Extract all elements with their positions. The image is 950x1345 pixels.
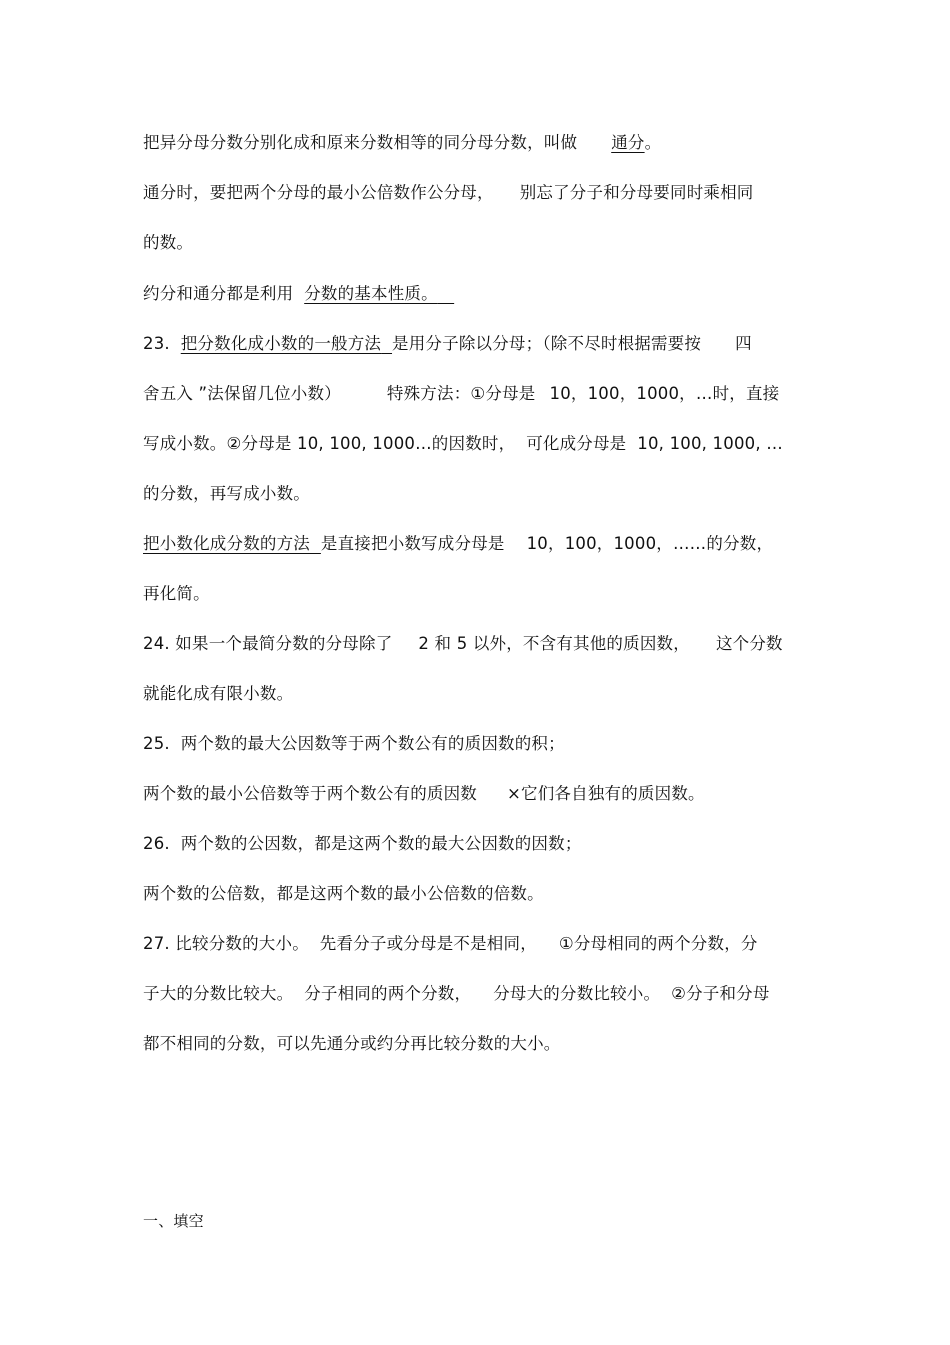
text-span: 分子相同的两个分数，	[304, 984, 472, 1003]
text-line	[143, 983, 770, 1005]
text-line	[143, 633, 783, 655]
item-number: 24.	[143, 634, 170, 653]
text-span: 这个分数	[715, 634, 783, 653]
text-line	[143, 783, 705, 805]
text-span: 子大的分数比较大。	[143, 984, 294, 1003]
text-line	[143, 833, 582, 855]
text-span: 如果一个最简分数的分母除了	[175, 634, 393, 653]
text-span: 写成小数。②分母是 10, 100, 1000…的因数时，	[143, 434, 516, 453]
underlined-term: 把分数化成小数的一般方法	[180, 334, 382, 353]
text-line	[143, 433, 783, 455]
text-line	[143, 182, 754, 204]
text-span: 是直接把小数写成分母是	[320, 534, 505, 553]
text-span: 10，100，1000，…时，直接	[549, 384, 780, 403]
text-span: ②分子和分母	[671, 984, 770, 1003]
text-span: 特殊方法：①分母是	[386, 384, 536, 403]
item-number: 25.	[143, 734, 170, 753]
text-line: 两个数的公倍数，都是这两个数的最小公倍数的倍数。	[143, 884, 544, 903]
text-span: ×它们各自独有的质因数。	[507, 784, 705, 803]
text-span: 四	[735, 334, 752, 353]
item-number: 26.	[143, 834, 170, 853]
text-line: 的分数，再写成小数。	[143, 484, 310, 503]
text-span: 先看分子或分母是不是相同，	[319, 934, 537, 953]
underlined-term: 把小数化成分数的方法	[143, 534, 310, 553]
text-line: 都不相同的分数，可以先通分或约分再比较分数的大小。	[143, 1034, 561, 1053]
text-line: 的数。	[143, 233, 194, 252]
text-line: 就能化成有限小数。	[143, 684, 294, 703]
text-span: 比较分数的大小。	[175, 934, 309, 953]
section-heading: 一、填空	[143, 1212, 204, 1230]
text-line	[143, 933, 758, 955]
text-span: 10, 100, 1000, …	[637, 434, 783, 453]
text-span: 把异分母分数分别化成和原来分数相等的同分母分数，叫做	[143, 133, 578, 152]
text-line	[143, 383, 779, 405]
underlined-term: 通分	[611, 133, 645, 152]
text-line	[143, 533, 773, 555]
text-span: 别忘了分子和分母要同时乘相同	[519, 183, 754, 202]
text-line	[143, 733, 565, 755]
text-span: 是用分子除以分母；（除不尽时根据需要按	[392, 334, 702, 353]
text-span: 2 和 5 以外，不含有其他的质因数，	[418, 634, 690, 653]
underlined-term: 分数的基本性质。	[304, 284, 438, 303]
text-line: 再化简。	[143, 584, 210, 603]
text-span: ①分母相同的两个分数，分	[558, 934, 758, 953]
item-number: 27.	[143, 934, 170, 953]
text-span: 两个数的最小公倍数等于两个数公有的质因数	[143, 784, 477, 803]
text-span: 两个数的公因数，都是这两个数的最大公因数的因数；	[180, 834, 582, 853]
text-span: 约分和通分都是利用	[143, 284, 294, 303]
text-span: 10，100，1000，……的分数，	[526, 534, 774, 553]
text-line	[143, 283, 454, 305]
text-span: 两个数的最大公因数等于两个数公有的质因数的积；	[180, 734, 565, 753]
text-span: 舍五入 ”法保留几位小数）	[143, 384, 341, 403]
text-line	[143, 132, 661, 154]
text-span: 可化成分母是	[526, 434, 627, 453]
text-span: 通分时，要把两个分母的最小公倍数作公分母，	[143, 183, 494, 202]
text-line	[143, 333, 752, 355]
text-span: 分母大的分数比较小。	[493, 984, 661, 1003]
text-span: 。	[644, 133, 662, 152]
item-number: 23.	[143, 334, 170, 353]
